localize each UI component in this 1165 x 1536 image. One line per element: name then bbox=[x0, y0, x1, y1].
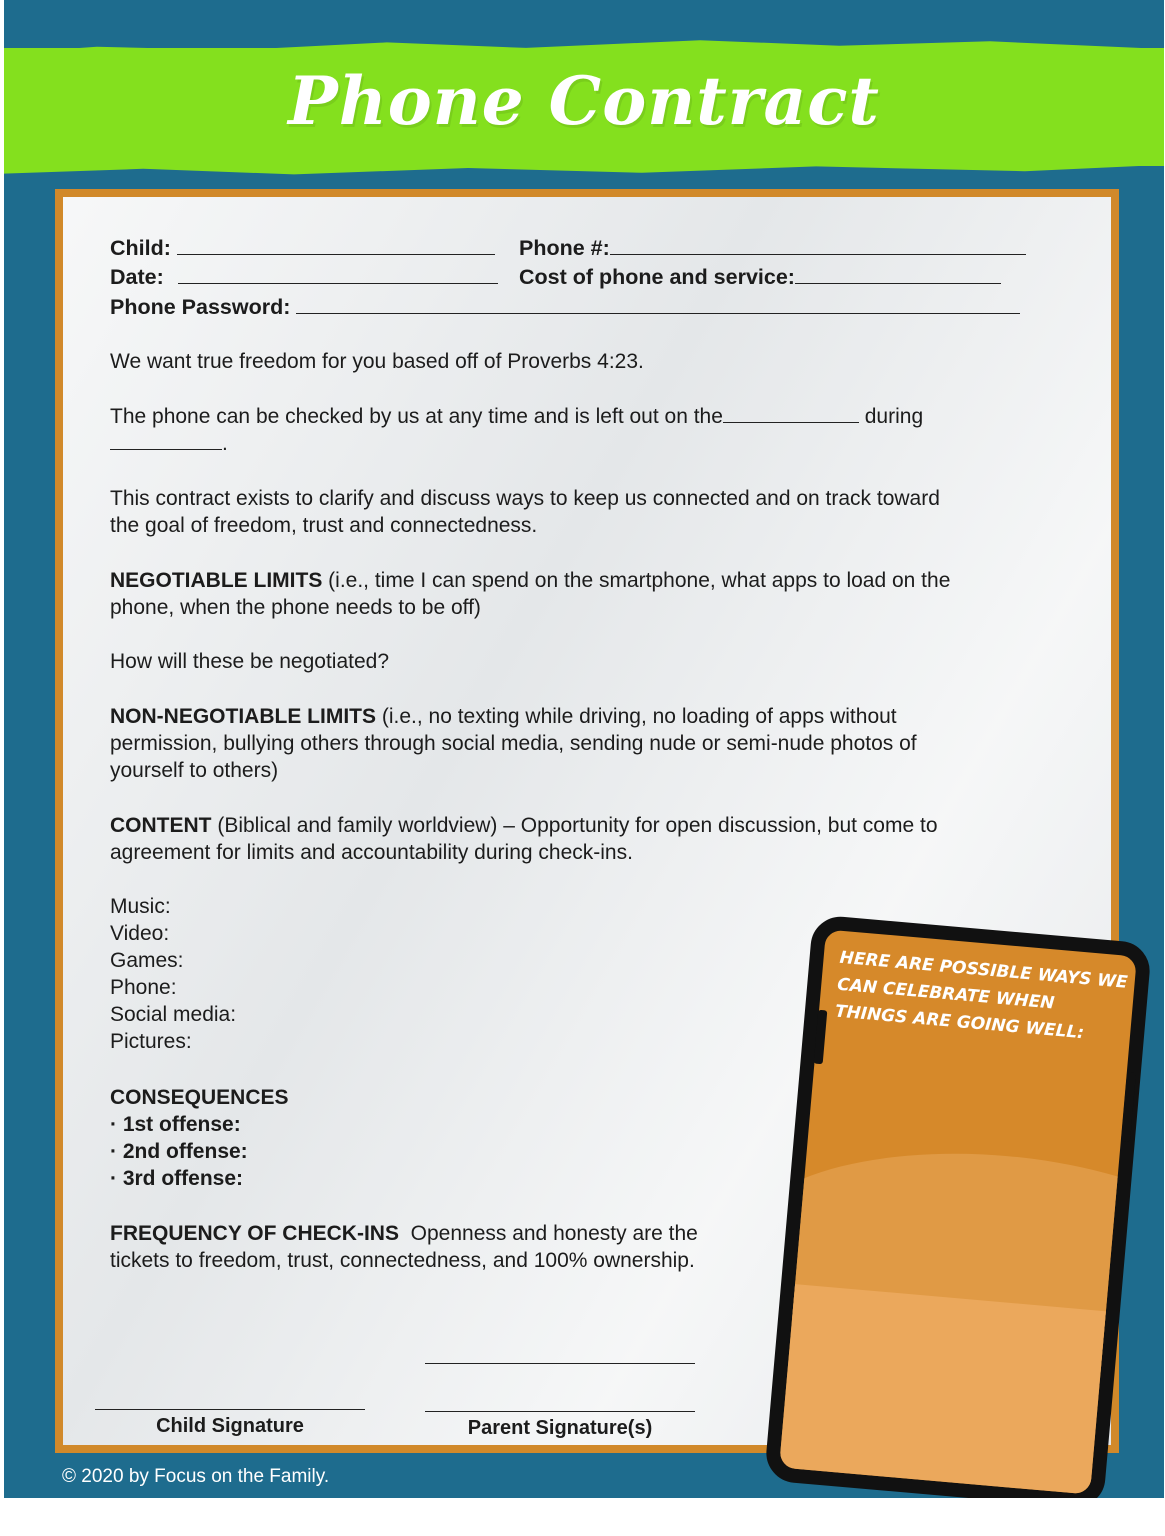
content-item-phone: Phone: bbox=[110, 976, 177, 999]
checked-paragraph: The phone can be checked by us at any time and is left out on the during . bbox=[110, 405, 924, 455]
child-label: Child: bbox=[110, 236, 171, 260]
frequency-heading: FREQUENCY OF CHECK-INS bbox=[110, 1222, 399, 1245]
date-input-line[interactable] bbox=[178, 283, 498, 284]
how-negotiated: How will these be negotiated? bbox=[110, 650, 390, 673]
phone-number-field bbox=[519, 235, 1026, 262]
contract-paragraph bbox=[110, 485, 940, 539]
non-negotiable-text-1: (i.e., no texting while driving, no loading of apps without bbox=[376, 705, 897, 728]
content-item-pictures: Pictures: bbox=[110, 1030, 192, 1053]
content-section bbox=[110, 812, 938, 866]
location-blank[interactable] bbox=[723, 422, 859, 423]
child-signature-line[interactable] bbox=[95, 1409, 365, 1410]
parent-signature-label: Parent Signature(s) bbox=[467, 1417, 653, 1439]
content-text-2: agreement for limits and accountability during check-ins. bbox=[110, 841, 633, 864]
page-background bbox=[4, 0, 1164, 1498]
non-negotiable-text-2: permission, bullying others through social media, sending nude or semi-nude photos of bbox=[110, 732, 917, 755]
frequency-section bbox=[110, 1220, 698, 1274]
freedom-paragraph: We want true freedom for you based off of Proverbs 4:23. bbox=[110, 350, 644, 373]
content-items-list bbox=[110, 893, 236, 1055]
content-heading: CONTENT bbox=[110, 814, 212, 837]
contract-line-1: This contract exists to clarify and discuss ways to keep us connected and on track toward bbox=[110, 487, 940, 510]
content-text-1: (Biblical and family worldview) – Opportunity for open discussion, but come to bbox=[211, 814, 938, 837]
cost-input-line[interactable] bbox=[795, 283, 1001, 284]
celebrate-prompt: HERE ARE POSSIBLE WAYS WE CAN CELEBRATE WHEN THINGS ARE GOING WELL: bbox=[834, 947, 1129, 1044]
phone-number-input-line[interactable] bbox=[610, 254, 1026, 255]
password-label: Phone Password: bbox=[110, 295, 291, 319]
time-blank[interactable] bbox=[110, 449, 222, 450]
negotiable-limits-text-1: (i.e., time I can spend on the smartphone, what apps to load on the bbox=[322, 569, 951, 592]
checked-text-a: The phone can be checked by us at any time and is left out on the bbox=[110, 405, 723, 428]
frequency-text-1: Openness and honesty are the bbox=[398, 1222, 698, 1245]
child-signature-label: Child Signature bbox=[156, 1415, 304, 1437]
password-input-line[interactable] bbox=[296, 313, 1020, 314]
content-item-music: Music: bbox=[110, 895, 171, 918]
consequence-2nd: · 2nd offense: bbox=[110, 1140, 248, 1163]
parent-signature-line-2[interactable] bbox=[425, 1411, 695, 1412]
non-negotiable-limits-heading: NON-NEGOTIABLE LIMITS bbox=[110, 705, 376, 728]
date-field bbox=[110, 264, 498, 291]
checked-text-b: during bbox=[864, 405, 924, 428]
content-item-games: Games: bbox=[110, 949, 184, 972]
non-negotiable-limits-section bbox=[110, 703, 917, 784]
cost-label: Cost of phone and service: bbox=[519, 265, 795, 289]
phone-screen-lower bbox=[764, 1281, 1152, 1498]
consequence-1st: · 1st offense: bbox=[110, 1113, 241, 1136]
copyright-footer: © 2020 by Focus on the Family. bbox=[62, 1466, 330, 1487]
parent-signature-line-1[interactable] bbox=[425, 1363, 695, 1364]
consequences-section bbox=[110, 1084, 289, 1192]
page-title: Phone Contract bbox=[288, 62, 880, 140]
non-negotiable-text-3: yourself to others) bbox=[110, 759, 279, 782]
negotiable-limits-heading: NEGOTIABLE LIMITS bbox=[110, 569, 323, 592]
consequences-heading: CONSEQUENCES bbox=[110, 1086, 289, 1109]
contract-line-2: the goal of freedom, trust and connectedness. bbox=[110, 514, 538, 537]
phone-number-label: Phone #: bbox=[519, 236, 610, 260]
content-item-social-media: Social media: bbox=[110, 1003, 237, 1026]
frequency-text-2: tickets to freedom, trust, connectedness, and 100% ownership. bbox=[110, 1249, 695, 1272]
child-field bbox=[110, 235, 495, 262]
content-item-video: Video: bbox=[110, 922, 170, 945]
password-field bbox=[110, 294, 1020, 321]
negotiable-limits-section bbox=[110, 567, 950, 621]
child-input-line[interactable] bbox=[177, 254, 495, 255]
phone-illustration bbox=[764, 914, 1152, 1498]
consequence-3rd: · 3rd offense: bbox=[110, 1167, 244, 1190]
negotiable-limits-text-2: phone, when the phone needs to be off) bbox=[110, 596, 481, 619]
date-label: Date: bbox=[110, 265, 164, 289]
banner-brush-bottom bbox=[4, 160, 1164, 176]
cost-field bbox=[519, 264, 1001, 291]
